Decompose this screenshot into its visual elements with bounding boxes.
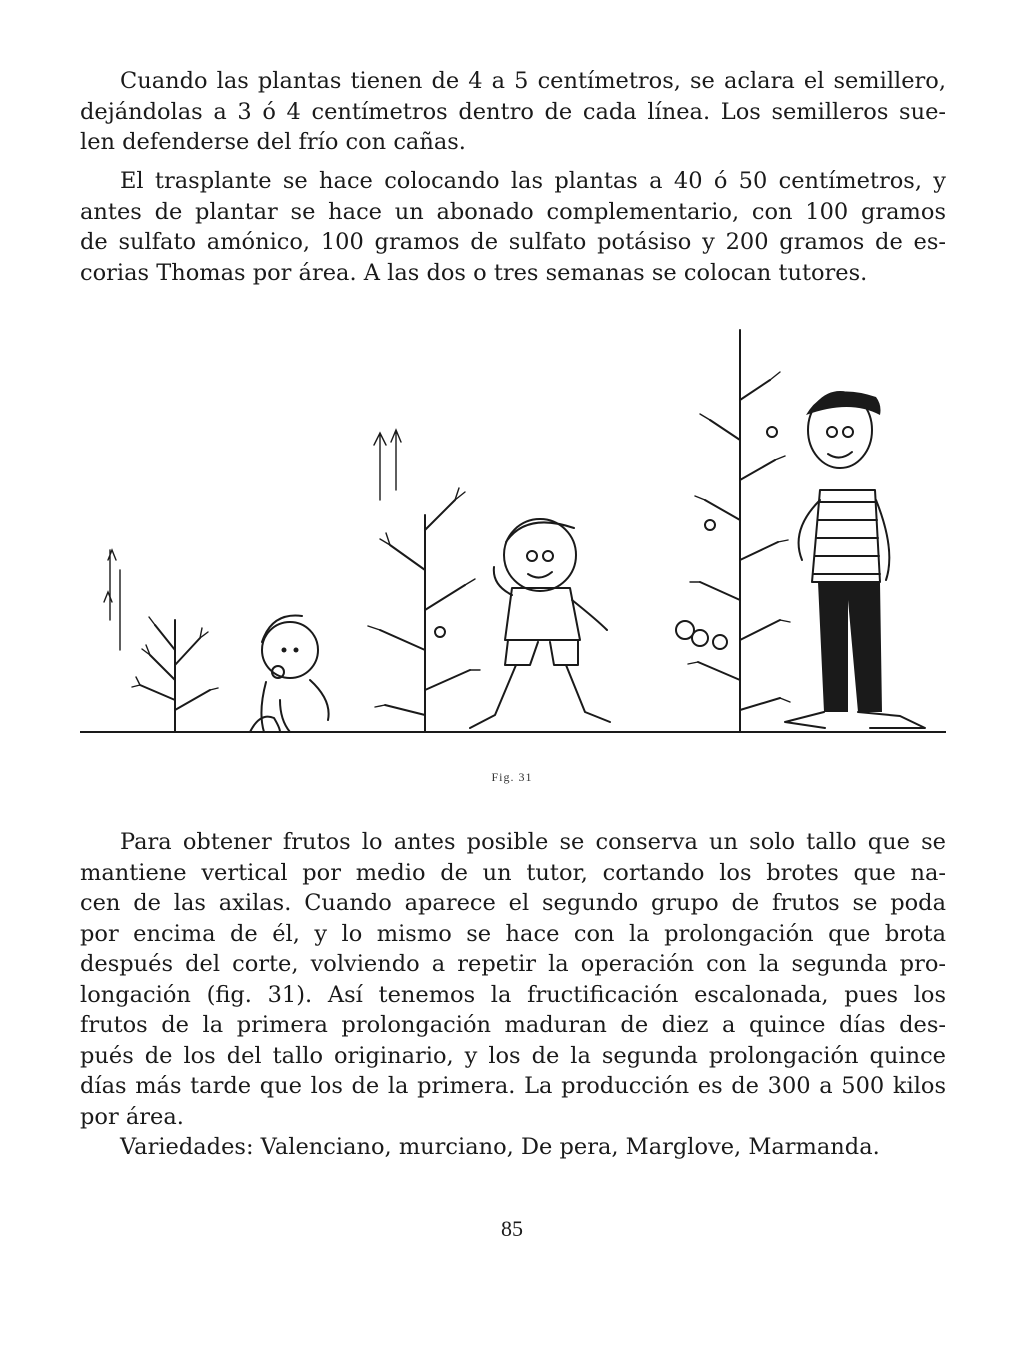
text-line: pués de los del tallo originario, y los de la segunda prolongación quince (80, 1042, 946, 1069)
tomato-growth-drawing (80, 320, 946, 750)
text-line: por encima de él, y lo mismo se hace con la prolongación que brota (80, 920, 946, 947)
text-line: antes de plantar se hace un abonado complementario, con 100 gramos (80, 198, 946, 225)
text-line: El trasplante se hace colocando las plantas a 40 ó 50 centímetros, y (120, 168, 946, 194)
text-line: len defenderse del frío con cañas. (80, 129, 466, 155)
tall-tomato-plant (676, 330, 790, 732)
figure-31-illustration (80, 320, 946, 750)
text-line: Cuando las plantas tienen de 4 a 5 centímetros, se aclara el semillero, (120, 68, 946, 94)
text-line: longación (fig. 31). Así tenemos la fructificación escalonada, pues los (80, 981, 946, 1008)
paragraph-pruning (80, 827, 946, 1132)
text-line: días más tarde que los de la primera. La producción es de 300 a 500 kilos (80, 1073, 946, 1099)
text-line: mantiene vertical por medio de un tutor, cortando los brotes que na- (80, 859, 946, 886)
teen-figure (785, 391, 925, 728)
paragraph-varieties (80, 1132, 946, 1163)
paragraph-transplant (80, 166, 946, 288)
medium-tomato-plant (368, 430, 480, 732)
boy-figure (470, 519, 610, 728)
text-line: de sulfato amónico, 100 gramos de sulfato potásiso y 200 gramos de es- (80, 229, 946, 255)
text-line: por área. (80, 1103, 184, 1130)
striped-shirt (814, 502, 880, 574)
text-line: cen de las axilas. Cuando aparece el segundo grupo de frutos se poda (80, 890, 946, 916)
text-line: frutos de la primera prolongación maduran de diez a quince días des- (80, 1012, 946, 1038)
text-line: Para obtener frutos lo antes posible se conserva un solo tallo que se (120, 829, 946, 855)
text-line: después del corte, volviendo a repetir la operación con la segunda pro- (80, 951, 946, 977)
text-line: dejándolas a 3 ó 4 centímetros dentro de cada línea. Los semilleros sue- (80, 98, 946, 125)
text-line: Variedades: Valenciano, murciano, De pera, Marglove, Marmanda. (120, 1134, 880, 1160)
tomato-fruit (692, 630, 708, 646)
text-line: corias Thomas por área. A las dos o tres semanas se colocan tutores. (80, 259, 868, 286)
paragraph-seedbed (80, 66, 946, 158)
figure-caption: Fig. 31 (491, 770, 533, 784)
baby-figure (250, 616, 329, 732)
small-tomato-plant (104, 550, 218, 732)
tomato-fruit (713, 635, 727, 649)
page-number: 85 (501, 1216, 523, 1241)
